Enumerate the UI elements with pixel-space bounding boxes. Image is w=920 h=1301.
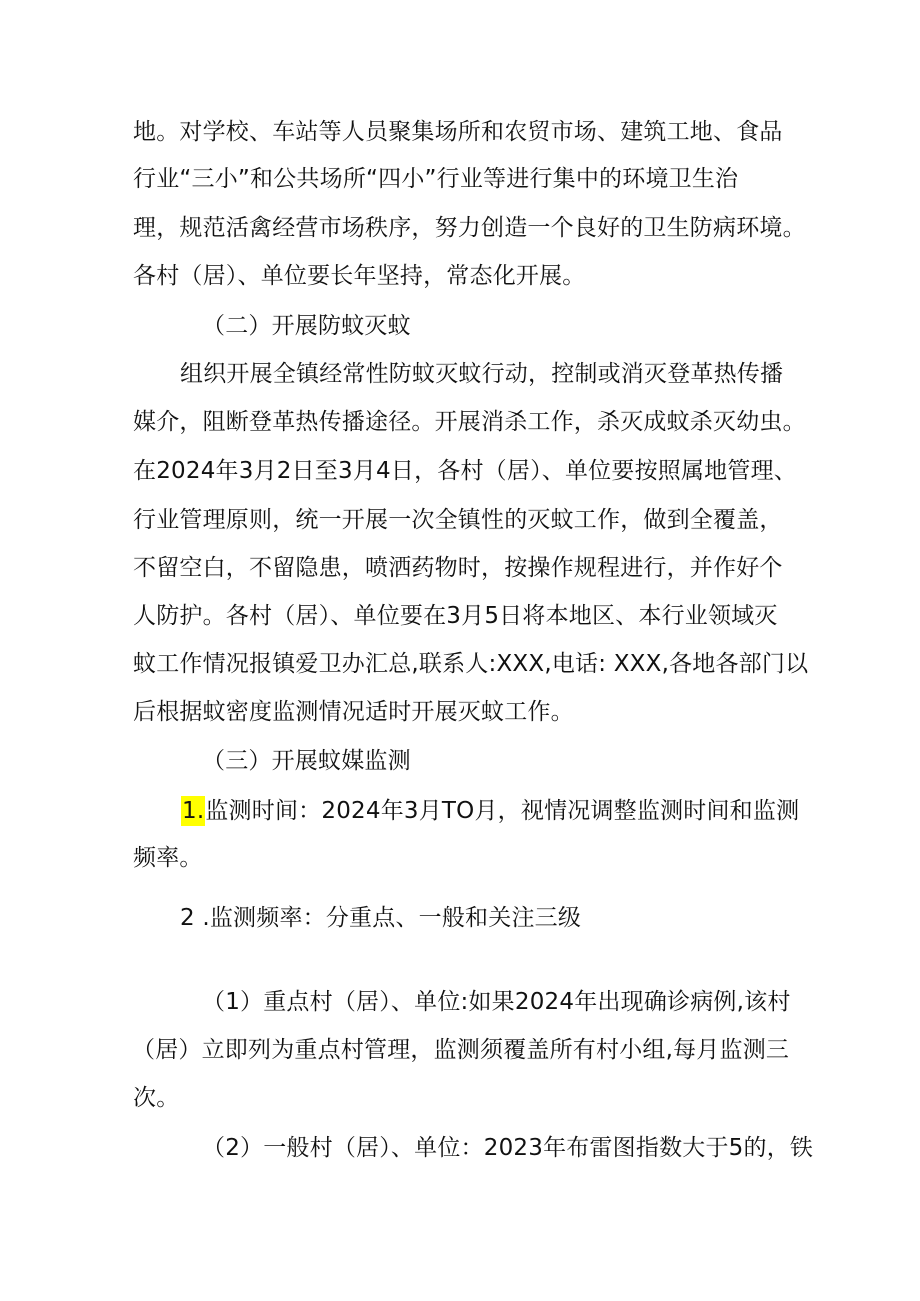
paragraph-2-line-4: 行业管理原则，统一开展一次全镇性的灭蚊工作，做到全覆盖， [133, 507, 783, 533]
item-1-text: 监测时间：2024年3月TO月，视情况调整监测时间和监测 [205, 798, 800, 824]
paragraph-1-line-3: 理，规范活禽经营市场秩序，努力创造一个良好的卫生防病环境。 [133, 215, 806, 241]
paragraph-2-line-6: 人防护。各村（居）、单位要在3月5日将本地区、本行业领域灭 [133, 603, 778, 629]
paragraph-2-line-5: 不留空白，不留隐患，喷洒药物时，按操作规程进行，并作好个 [133, 555, 783, 581]
item-1-line-2: 频率。 [133, 845, 203, 871]
sub-item-2-line-1: （2）一般村（居）、单位：2023年布雷图指数大于5的，铁 [202, 1135, 814, 1161]
sub-item-1-line-3: 次。 [133, 1085, 180, 1111]
paragraph-2-line-2: 媒介，阻断登革热传播途径。开展消杀工作，杀灭成蚊杀灭幼虫。 [133, 409, 806, 435]
paragraph-2-line-1: 组织开展全镇经常性防蚊灭蚊行动，控制或消灭登革热传播 [180, 361, 784, 387]
paragraph-2-line-7: 蚊工作情况报镇爱卫办汇总,联系人:XXX,电话: XXX,各地各部门以 [133, 651, 809, 677]
sub-item-1-line-2: （居）立即列为重点村管理，监测须覆盖所有村小组,每月监测三 [132, 1037, 790, 1063]
sub-item-1-line-1: （1）重点村（居）、单位:如果2024年出现确诊病例,该村 [202, 989, 791, 1015]
section-heading-2: （二）开展防蚊灭蚊 [202, 313, 411, 339]
paragraph-1-line-2: 行业“三小”和公共场所“四小”行业等进行集中的环境卫生治 [133, 166, 739, 192]
section-heading-3: （三）开展蚊媒监测 [202, 748, 411, 774]
paragraph-1-line-1: 地。对学校、车站等人员聚集场所和农贸市场、建筑工地、食品 [133, 119, 783, 145]
paragraph-2-line-8: 后根据蚊密度监测情况适时开展灭蚊工作。 [133, 699, 574, 725]
item-1-line-1 [181, 796, 799, 826]
paragraph-2-line-3: 在2024年3月2日至3月4日，各村（居）、单位要按照属地管理、 [133, 458, 797, 484]
item-2: 2 .监测频率：分重点、一般和关注三级 [180, 905, 582, 931]
highlighted-item-number: 1. [182, 798, 205, 824]
paragraph-1-line-4: 各村（居）、单位要长年坚持，常态化开展。 [133, 263, 586, 289]
